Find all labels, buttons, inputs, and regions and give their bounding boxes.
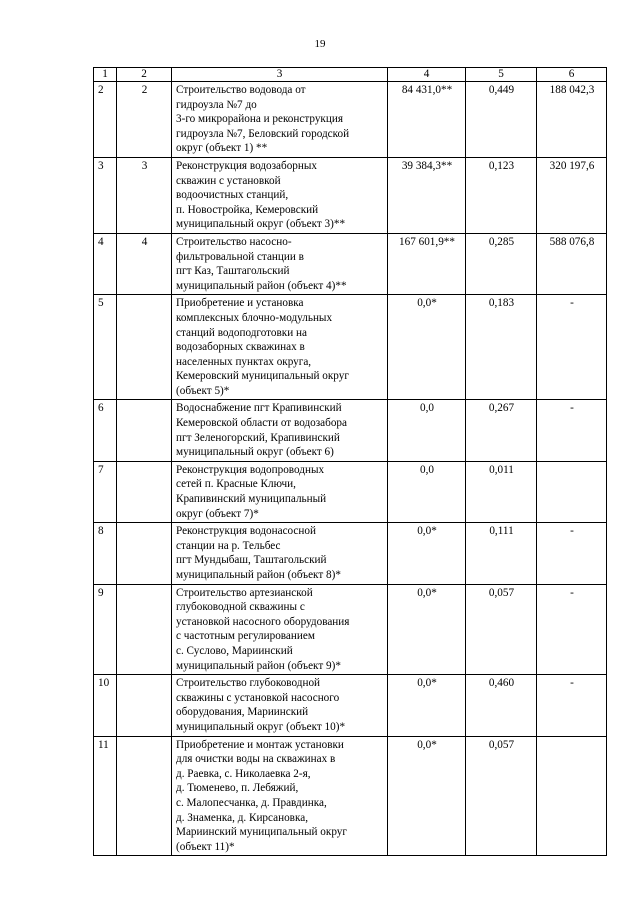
capacity-value: 0,057 <box>466 584 537 675</box>
row-index <box>117 675 172 736</box>
cost-value: 167 601,9** <box>388 233 466 294</box>
table-row <box>94 295 607 400</box>
row-index <box>117 584 172 675</box>
header-cell: 3 <box>172 68 388 82</box>
row-number: 5 <box>94 295 117 400</box>
object-name: Приобретение и монтаж установки для очистки воды на скважинах в д. Раевка, с. Николаевка 2-я, д. Тюменево, п. Лебяжий, с. Малопесчанка, д. Правдинка, д. Знаменка, д. Кирсановка, Мариинский муниципальный округ (объект 11)* <box>172 736 388 856</box>
object-name: Строительство глубоководной скважины с установкой насосного оборудования, Мариинский муниципальный округ (объект 10)* <box>172 675 388 736</box>
capacity-value: 0,267 <box>466 400 537 461</box>
row-number: 11 <box>94 736 117 856</box>
total-value: - <box>537 400 607 461</box>
object-name: Строительство насосно- фильтровальной станции в пгт Каз, Таштагольский муниципальный район (объект 4)** <box>172 233 388 294</box>
object-name: Строительство водовода от гидроузла №7 до 3-го микрорайона и реконструкция гидроузла №7, Беловский городской округ (объект 1) ** <box>172 82 388 158</box>
header-cell: 6 <box>537 68 607 82</box>
header-cell: 1 <box>94 68 117 82</box>
row-index <box>117 523 172 584</box>
row-index: 2 <box>117 82 172 158</box>
capacity-value: 0,285 <box>466 233 537 294</box>
cost-value: 0,0* <box>388 584 466 675</box>
object-name: Реконструкция водопроводных сетей п. Красные Ключи, Крапивинский муниципальный округ (объект 7)* <box>172 461 388 522</box>
object-name: Водоснабжение пгт Крапивинский Кемеровской области от водозабора пгт Зеленогорский, Крапивинский муниципальный округ (объект 6) <box>172 400 388 461</box>
cost-value: 0,0 <box>388 400 466 461</box>
table-row <box>94 523 607 584</box>
objects-table <box>93 67 607 856</box>
total-value: 320 197,6 <box>537 157 607 233</box>
row-number: 9 <box>94 584 117 675</box>
row-number: 8 <box>94 523 117 584</box>
cost-value: 0,0* <box>388 295 466 400</box>
header-cell: 4 <box>388 68 466 82</box>
row-number: 7 <box>94 461 117 522</box>
cost-value: 39 384,3** <box>388 157 466 233</box>
row-number: 3 <box>94 157 117 233</box>
object-name: Строительство артезианской глубоководной скважины с установкой насосного оборудования с частотным регулированием с. Суслово, Мариинский муниципальный район (объект 9)* <box>172 584 388 675</box>
table-row <box>94 736 607 856</box>
row-number: 4 <box>94 233 117 294</box>
total-value: - <box>537 295 607 400</box>
row-index <box>117 461 172 522</box>
total-value: - <box>537 675 607 736</box>
table-row <box>94 584 607 675</box>
table-row <box>94 157 607 233</box>
total-value: - <box>537 584 607 675</box>
table-row <box>94 675 607 736</box>
capacity-value: 0,183 <box>466 295 537 400</box>
row-index <box>117 400 172 461</box>
cost-value: 84 431,0** <box>388 82 466 158</box>
row-number: 6 <box>94 400 117 461</box>
cost-value: 0,0* <box>388 523 466 584</box>
row-index <box>117 295 172 400</box>
table-row <box>94 82 607 158</box>
total-value <box>537 461 607 522</box>
table-row <box>94 461 607 522</box>
capacity-value: 0,449 <box>466 82 537 158</box>
cost-value: 0,0* <box>388 675 466 736</box>
capacity-value: 0,460 <box>466 675 537 736</box>
cost-value: 0,0 <box>388 461 466 522</box>
row-number: 10 <box>94 675 117 736</box>
total-value: - <box>537 523 607 584</box>
capacity-value: 0,123 <box>466 157 537 233</box>
capacity-value: 0,011 <box>466 461 537 522</box>
page-number: 19 <box>314 38 326 50</box>
object-name: Реконструкция водонасосной станции на р. Тельбес пгт Мундыбаш, Таштагольский муниципальный район (объект 8)* <box>172 523 388 584</box>
total-value <box>537 736 607 856</box>
total-value: 188 042,3 <box>537 82 607 158</box>
table-row <box>94 233 607 294</box>
row-index: 4 <box>117 233 172 294</box>
object-name: Приобретение и установка комплексных блочно-модульных станций водоподготовки на водозаборных скважинах в населенных пунктах округа, Кемеровский муниципальный округ (объект 5)* <box>172 295 388 400</box>
table-row <box>94 400 607 461</box>
row-number: 2 <box>94 82 117 158</box>
total-value: 588 076,8 <box>537 233 607 294</box>
cost-value: 0,0* <box>388 736 466 856</box>
header-cell: 2 <box>117 68 172 82</box>
table-header-row <box>94 68 607 82</box>
object-name: Реконструкция водозаборных скважин с установкой водоочистных станций, п. Новостройка, Кемеровский муниципальный округ (объект 3)** <box>172 157 388 233</box>
capacity-value: 0,057 <box>466 736 537 856</box>
header-cell: 5 <box>466 68 537 82</box>
row-index <box>117 736 172 856</box>
row-index: 3 <box>117 157 172 233</box>
capacity-value: 0,111 <box>466 523 537 584</box>
